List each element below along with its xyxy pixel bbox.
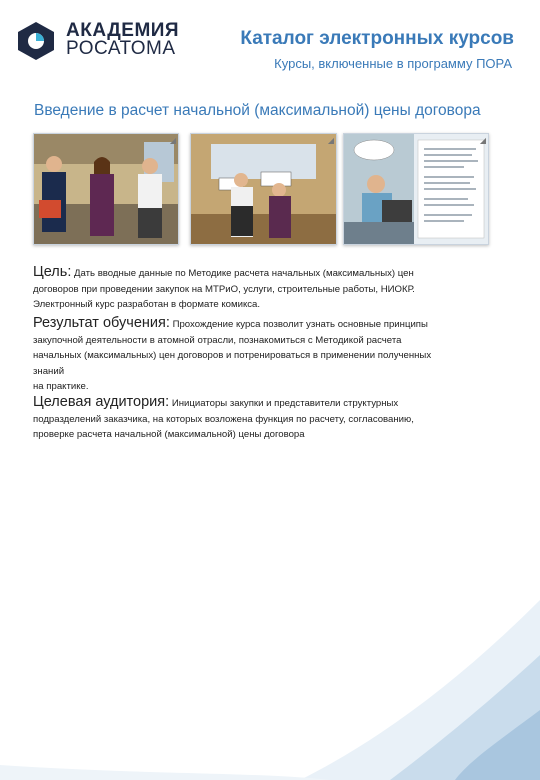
goal-line1: Дать вводные данные по Методике расчета начальных (максимальных) цен (74, 268, 414, 279)
logo-text (66, 22, 179, 58)
goal-heading: Цель: (33, 264, 72, 280)
image-corner-icon: ◢ (169, 136, 176, 145)
logo-line1: АКАДЕМИЯ (66, 20, 180, 41)
comic-panel-office-team (33, 133, 179, 245)
goal-line3: Электронный курс разработан в формате комикса. (33, 299, 261, 310)
course-title: Введение в расчет начальной (максимальной) цены договора (34, 102, 481, 119)
audience-heading: Целевая аудитория: (33, 394, 170, 410)
image-corner-icon: ◢ (327, 136, 334, 145)
logo-mark-icon (14, 20, 58, 62)
audience-line2: подразделений заказчика, на которых возложена функция по расчету, согласованию, (33, 413, 414, 425)
audience-line1: Инициаторы закупки и представители структурных (171, 398, 399, 409)
goal-line2: договоров при проведении закупок на МТРиО, услуги, строительные работы, НИОКР. (33, 283, 415, 295)
result-line3: начальных (максимальных) цен договоров и потренироваться в применении полученных (33, 350, 432, 361)
result-line5: на практике. (33, 381, 89, 392)
audience-line3: проверке расчета начальной (максимальной) цены договора (33, 429, 305, 440)
result-line4: знаний (33, 365, 65, 377)
decorative-swoosh (0, 560, 540, 780)
comic-panel-meeting-room (190, 133, 337, 245)
comic-panel-document-screen (343, 133, 489, 245)
academy-logo (14, 18, 194, 64)
result-section (33, 316, 508, 395)
result-line1: Прохождение курса позволит узнать основные принципы (172, 319, 428, 330)
image-corner-icon: ◢ (479, 136, 486, 145)
audience-section (33, 395, 508, 443)
catalog-title: Каталог электронных курсов (240, 28, 514, 49)
catalog-subtitle: Курсы, включенные в программу ПОРА (274, 56, 512, 71)
goal-section (33, 265, 508, 313)
result-line2: закупочной деятельности в атомной отрасли, познакомиться с Методикой расчета (33, 334, 402, 346)
logo-line2: РОСАТОМА (66, 38, 176, 59)
result-heading: Результат обучения: (33, 315, 170, 331)
